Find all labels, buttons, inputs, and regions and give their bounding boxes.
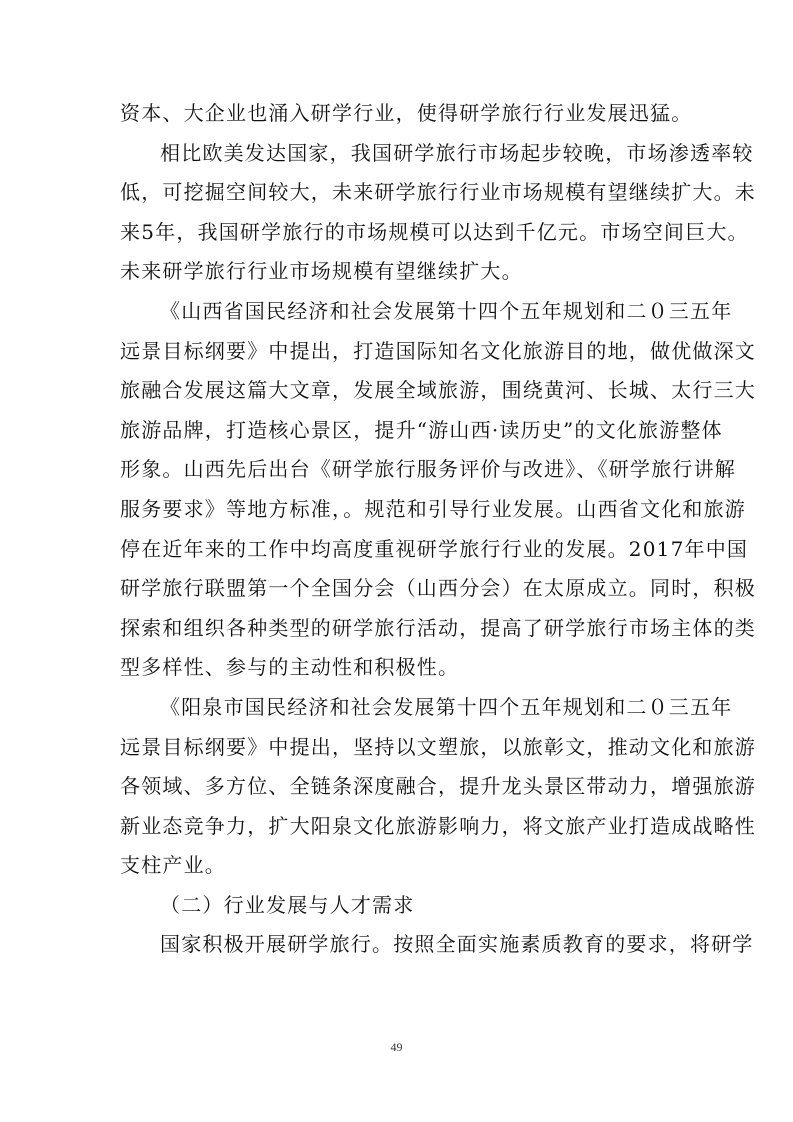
page-number: 49 bbox=[390, 1040, 403, 1054]
text-line: 相比欧美发达国家，我国研学旅行市场起步较晚，市场渗透率较 bbox=[160, 140, 754, 165]
text-line: 研学旅行联盟第一个全国分会（山西分会）在太原成立。同时，积极 bbox=[120, 576, 756, 601]
text-line: 远景目标纲要》中提出，打造国际知名文化旅游目的地，做优做深文 bbox=[120, 338, 756, 363]
text-line: 《阳泉市国民经济和社会发展第十四个五年规划和二０三五年 bbox=[160, 694, 733, 719]
section-heading bbox=[120, 886, 676, 926]
text-line: 国家积极开展研学旅行。按照全面实施素质教育的要求，将研学 bbox=[160, 932, 754, 957]
text-line: 服务要求》等地方标准，。规范和引导行业发展。山西省文化和旅游 bbox=[120, 496, 746, 521]
text-line: 形象。山西先后出台《研学旅行服务评价与改进》、《研学旅行讲解 bbox=[120, 457, 736, 482]
text-line: 探索和组织各种类型的研学旅行活动，提高了研学旅行市场主体的类 bbox=[120, 615, 756, 640]
text-line: 旅融合发展这篇大文章，发展全域旅游，围绕黄河、长城、太行三大 bbox=[120, 378, 756, 403]
text-line: 《山西省国民经济和社会发展第十四个五年规划和二０三五年 bbox=[160, 298, 733, 323]
text-line: 资本、大企业也涌入研学行业，使得研学旅行行业发展迅猛。 bbox=[120, 101, 693, 125]
text-line: 低，可挖掘空间较大，未来研学旅行行业市场规模有望继续扩大。未 bbox=[120, 180, 756, 205]
paragraph-shanxi-plan bbox=[120, 292, 756, 688]
heading-text: （二）行业发展与人才需求 bbox=[160, 892, 415, 917]
text-line: 支柱产业。 bbox=[120, 853, 226, 878]
paragraph-market-outlook bbox=[120, 134, 756, 292]
text-line: 未来研学旅行行业市场规模有望继续扩大。 bbox=[120, 259, 523, 284]
text-line: 来5年，我国研学旅行的市场规模可以达到千亿元。市场空间巨大。 bbox=[120, 219, 749, 244]
text-line: 旅游品牌，打造核心景区，提升“游山西·读历史”的文化旅游整体 bbox=[120, 417, 723, 442]
paragraph-continuation bbox=[120, 94, 693, 134]
page-content bbox=[120, 94, 756, 965]
text-line: 远景目标纲要》中提出，坚持以文塑旅，以旅彰文，推动文化和旅游 bbox=[120, 734, 756, 759]
paragraph-yangquan-plan bbox=[120, 688, 756, 886]
text-line: 新业态竞争力，扩大阳泉文化旅游影响力，将文旅产业打造成战略性 bbox=[120, 813, 756, 838]
text-line: 各领域、多方位、全链条深度融合，提升龙头景区带动力，增强旅游 bbox=[120, 774, 756, 799]
text-line: 停在近年来的工作中均高度重视研学旅行行业的发展。2017年中国 bbox=[120, 536, 749, 561]
paragraph-national-study-travel bbox=[120, 925, 754, 965]
text-line: 型多样性、参与的主动性和积极性。 bbox=[120, 655, 460, 680]
